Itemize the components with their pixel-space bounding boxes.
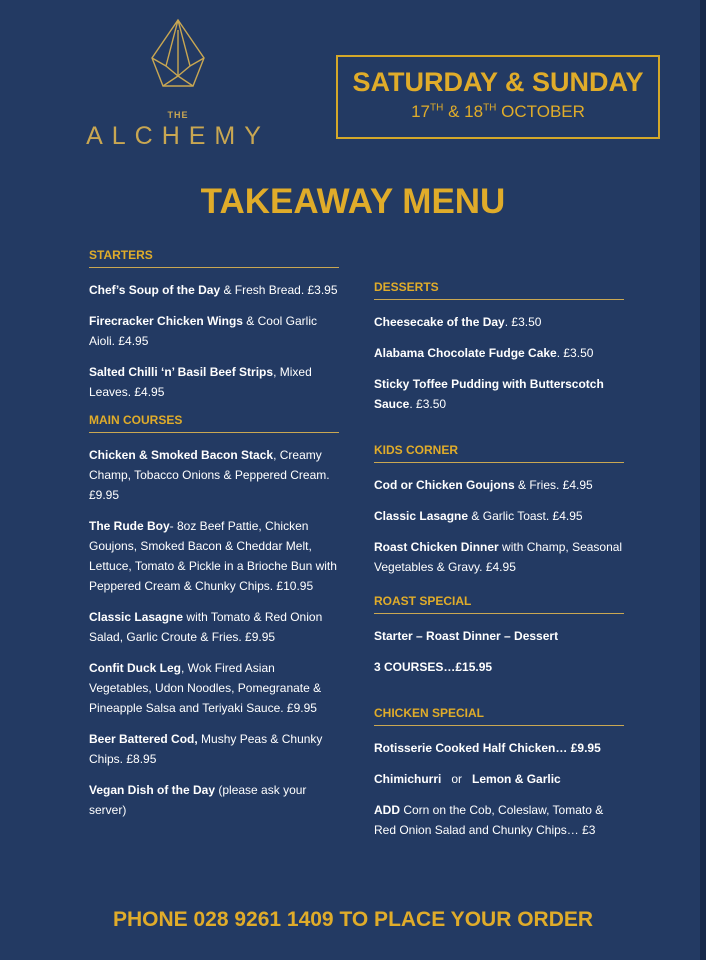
- diamond-logo-icon: [148, 18, 208, 98]
- roast-special-heading: ROAST SPECIAL: [374, 594, 624, 614]
- days-text: SATURDAY & SUNDAY: [352, 67, 644, 97]
- menu-item: Confit Duck Leg, Wok Fired Asian Vegetables, Udon Noodles, Pomegranate & Pineapple Salsa and Teriyaki Sauce. £9.95: [89, 661, 322, 715]
- menu-item: The Rude Boy- 8oz Beef Pattie, Chicken Goujons, Smoked Bacon & Cheddar Melt, Lettuce, Tomato & Pickle in a Brioche Bun with Peppered Cream & Chunky Chips. £10.95: [89, 519, 337, 593]
- date-box: [336, 55, 660, 139]
- phone-footer: PHONE 028 9261 1409 TO PLACE YOUR ORDER: [112, 908, 594, 931]
- menu-item: Vegan Dish of the Day (please ask your server): [89, 783, 307, 817]
- desserts-heading: DESSERTS: [374, 280, 624, 300]
- logo-the-text: THE: [167, 110, 189, 120]
- menu-item: Classic Lasagne with Tomato & Red Onion Salad, Garlic Croute & Fries. £9.95: [89, 610, 323, 644]
- menu-item: Cod or Chicken Goujons & Fries. £4.95: [374, 478, 593, 492]
- starters-heading: STARTERS: [89, 248, 339, 268]
- left-column: [89, 248, 339, 831]
- menu-title: TAKEAWAY MENU: [200, 182, 506, 221]
- logo-name-text: ALCHEMY: [86, 122, 270, 150]
- main-courses-heading: MAIN COURSES: [89, 413, 339, 433]
- menu-item: Beer Battered Cod, Mushy Peas & Chunky Chips. £8.95: [89, 732, 323, 766]
- right-column: [374, 280, 624, 851]
- menu-item: Starter – Roast Dinner – Dessert: [374, 629, 559, 643]
- menu-item: Rotisserie Cooked Half Chicken… £9.95: [374, 741, 601, 755]
- menu-item: Sticky Toffee Pudding with Butterscotch Sauce. £3.50: [374, 377, 604, 411]
- kids-corner-heading: KIDS CORNER: [374, 443, 624, 463]
- menu-item: Firecracker Chicken Wings & Cool Garlic Aioli. £4.95: [89, 314, 317, 348]
- menu-item: Roast Chicken Dinner with Champ, Seasonal Vegetables & Gravy. £4.95: [374, 540, 623, 574]
- alchemy-logo: [78, 18, 278, 158]
- menu-item: Cheesecake of the Day. £3.50: [374, 315, 542, 329]
- menu-item: Chicken & Smoked Bacon Stack, Creamy Champ, Tobacco Onions & Peppered Cream. £9.95: [89, 448, 330, 502]
- menu-item: Chef’s Soup of the Day & Fresh Bread. £3.95: [89, 283, 338, 297]
- menu-item: 3 COURSES…£15.95: [374, 660, 493, 674]
- dates-text: 17TH & 18TH OCTOBER: [411, 102, 585, 121]
- chicken-special-heading: CHICKEN SPECIAL: [374, 706, 624, 726]
- menu-item: Chimichurri or Lemon & Garlic: [374, 772, 561, 786]
- menu-item: Salted Chilli ‘n’ Basil Beef Strips, Mixed Leaves. £4.95: [89, 365, 312, 399]
- menu-item: Alabama Chocolate Fudge Cake. £3.50: [374, 346, 594, 360]
- menu-item: Classic Lasagne & Garlic Toast. £4.95: [374, 509, 583, 523]
- menu-item: ADD Corn on the Cob, Coleslaw, Tomato & Red Onion Salad and Chunky Chips… £3: [374, 803, 604, 837]
